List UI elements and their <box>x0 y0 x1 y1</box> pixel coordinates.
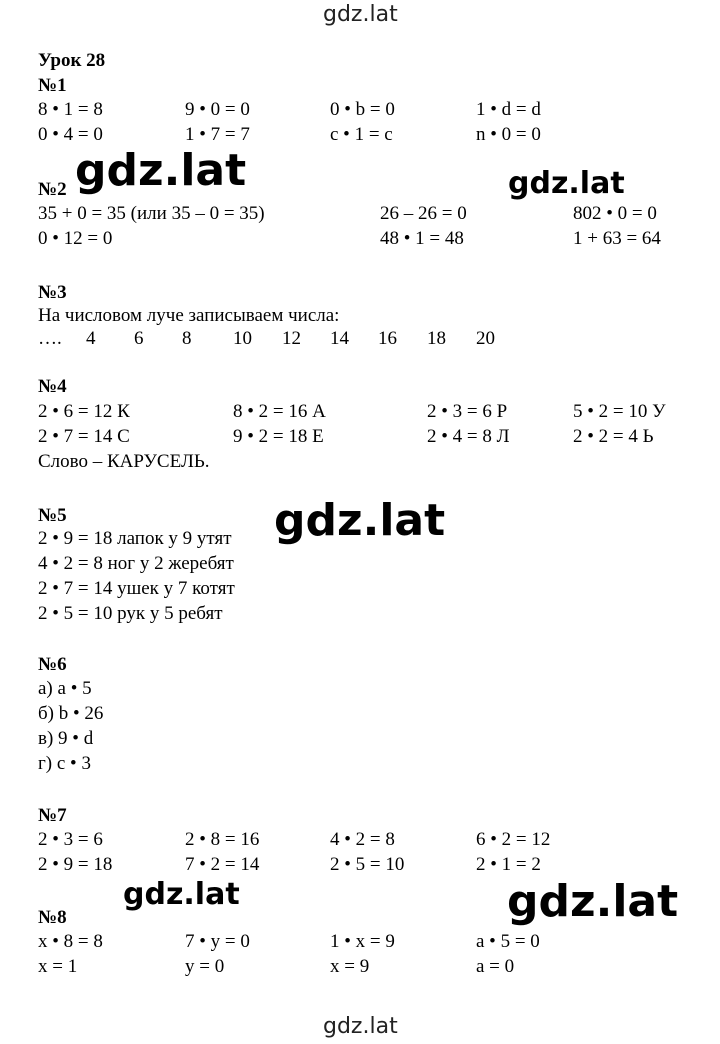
t4-r2-c2: 9 • 2 = 18 Е <box>233 426 324 447</box>
watermark-medium-1: gdz.lat <box>508 166 625 201</box>
t4-r2-c1: 2 • 7 = 14 С <box>38 426 130 447</box>
t4-r1-c4: 5 • 2 = 10 У <box>573 401 666 422</box>
watermark-top: gdz.lat <box>323 2 398 27</box>
t7-r2-c4: 2 • 1 = 2 <box>476 854 541 875</box>
t2-r1-c3: 802 • 0 = 0 <box>573 203 657 224</box>
number-line-value: 4 <box>86 328 96 349</box>
t5-line-1: 2 • 9 = 18 лапок у 9 утят <box>38 528 232 549</box>
task-8-title: №8 <box>38 907 67 928</box>
number-line-value: 8 <box>182 328 192 349</box>
number-line-value: 12 <box>282 328 301 349</box>
t7-r2-c1: 2 • 9 = 18 <box>38 854 113 875</box>
t1-r1-c1: 8 • 1 = 8 <box>38 99 103 120</box>
task-1-title: №1 <box>38 75 67 96</box>
task-2-title: №2 <box>38 179 67 200</box>
task-3-title: №3 <box>38 282 67 303</box>
t5-line-4: 2 • 5 = 10 рук у 5 ребят <box>38 603 223 624</box>
t7-r1-c3: 4 • 2 = 8 <box>330 829 395 850</box>
t7-r2-c3: 2 • 5 = 10 <box>330 854 405 875</box>
t4-r1-c3: 2 • 3 = 6 Р <box>427 401 508 422</box>
t2-r2-c3: 1 + 63 = 64 <box>573 228 661 249</box>
t2-r1-c1: 35 + 0 = 35 (или 35 – 0 = 35) <box>38 203 265 224</box>
t7-r1-c2: 2 • 8 = 16 <box>185 829 260 850</box>
lesson-title: Урок 28 <box>38 50 106 71</box>
t5-line-3: 2 • 7 = 14 ушек у 7 котят <box>38 578 235 599</box>
t2-r2-c2: 48 • 1 = 48 <box>380 228 464 249</box>
t2-r1-c2: 26 – 26 = 0 <box>380 203 467 224</box>
t2-r2-c1: 0 • 12 = 0 <box>38 228 113 249</box>
t6-line-b: б) b • 26 <box>38 703 104 724</box>
t1-r2-c1: 0 • 4 = 0 <box>38 124 103 145</box>
number-line-value: 18 <box>427 328 446 349</box>
task-4-answer-word: Слово – КАРУСЕЛЬ. <box>38 451 210 472</box>
task-4-title: №4 <box>38 376 67 397</box>
t7-r1-c1: 2 • 3 = 6 <box>38 829 103 850</box>
t4-r1-c2: 8 • 2 = 16 А <box>233 401 326 422</box>
t6-line-g: г) c • 3 <box>38 753 91 774</box>
t1-r1-c3: 0 • b = 0 <box>330 99 395 120</box>
task-5-title: №5 <box>38 505 67 526</box>
task-6-title: №6 <box>38 654 67 675</box>
t8-r2-c1: x = 1 <box>38 956 78 977</box>
t4-r2-c3: 2 • 4 = 8 Л <box>427 426 510 447</box>
watermark-large-3: gdz.lat <box>507 876 679 927</box>
number-line-value: 10 <box>233 328 252 349</box>
number-line-value: 16 <box>378 328 397 349</box>
number-line-value: 20 <box>476 328 495 349</box>
t6-line-v: в) 9 • d <box>38 728 94 749</box>
t8-r1-c1: x • 8 = 8 <box>38 931 103 952</box>
t8-r2-c2: y = 0 <box>185 956 225 977</box>
t8-r1-c2: 7 • y = 0 <box>185 931 250 952</box>
number-line-value: 14 <box>330 328 349 349</box>
t1-r2-c4: n • 0 = 0 <box>476 124 541 145</box>
t8-r2-c3: x = 9 <box>330 956 370 977</box>
t1-r1-c2: 9 • 0 = 0 <box>185 99 250 120</box>
t8-r2-c4: a = 0 <box>476 956 515 977</box>
task-3-text: На числовом луче записываем числа: <box>38 305 340 326</box>
number-line-value: 6 <box>134 328 144 349</box>
t1-r1-c4: 1 • d = d <box>476 99 541 120</box>
t7-r1-c4: 6 • 2 = 12 <box>476 829 551 850</box>
task-7-title: №7 <box>38 805 67 826</box>
t8-r1-c4: a • 5 = 0 <box>476 931 540 952</box>
t6-line-a: а) a • 5 <box>38 678 92 699</box>
watermark-bottom: gdz.lat <box>323 1014 398 1039</box>
watermark-large-1: gdz.lat <box>75 145 247 196</box>
t4-r2-c4: 2 • 2 = 4 Ь <box>573 426 654 447</box>
t5-line-2: 4 • 2 = 8 ног у 2 жеребят <box>38 553 234 574</box>
t1-r2-c3: c • 1 = c <box>330 124 393 145</box>
number-line-dots: …. <box>38 328 62 349</box>
t4-r1-c1: 2 • 6 = 12 К <box>38 401 130 422</box>
watermark-medium-2: gdz.lat <box>123 877 240 912</box>
t7-r2-c2: 7 • 2 = 14 <box>185 854 260 875</box>
t1-r2-c2: 1 • 7 = 7 <box>185 124 250 145</box>
t8-r1-c3: 1 • x = 9 <box>330 931 395 952</box>
watermark-large-2: gdz.lat <box>274 495 446 546</box>
